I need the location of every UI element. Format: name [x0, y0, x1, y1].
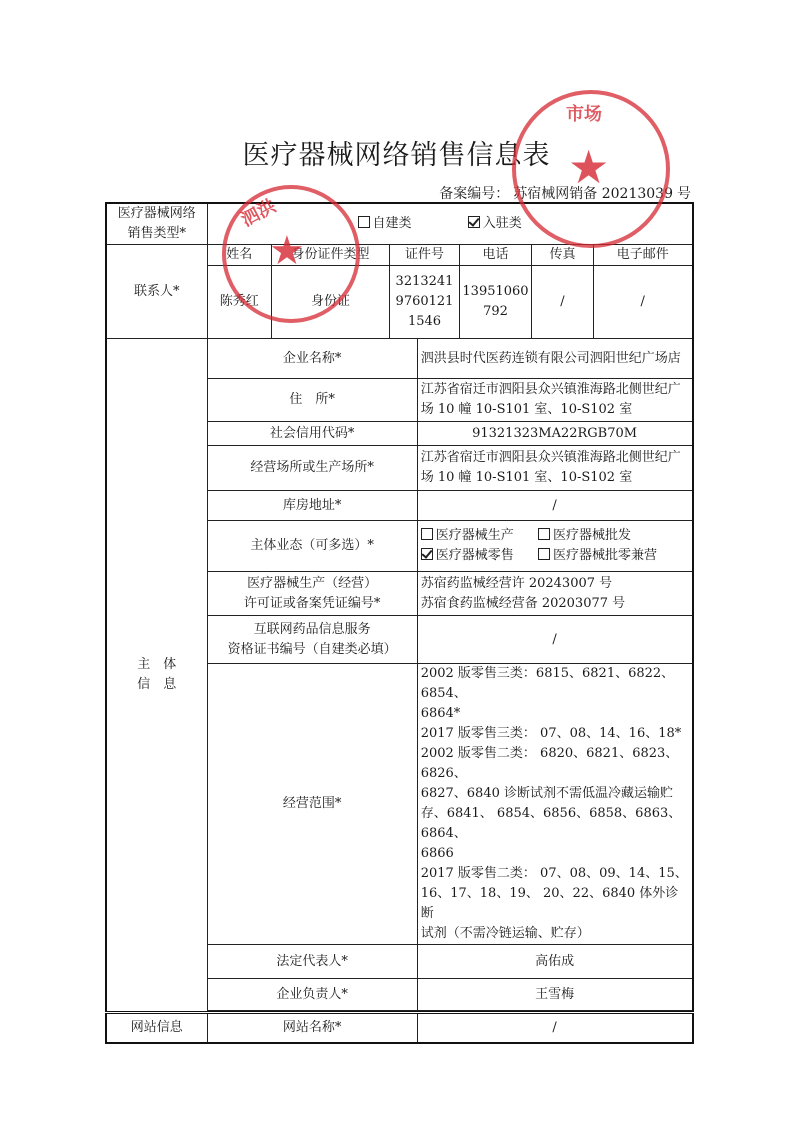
join-type-checkbox[interactable]	[468, 216, 480, 228]
registration-suffix: 号	[677, 186, 691, 202]
header-email: 电子邮件	[594, 245, 692, 266]
company-name-value: 泗洪县时代医药连锁有限公司泗阳世纪广场店	[417, 339, 692, 379]
legal-rep-value: 高佑成	[417, 945, 692, 979]
contact-id-number: 3213241 9760121 1546	[390, 266, 460, 338]
authority-seal-star-icon: ★	[568, 140, 610, 194]
credit-code-label: 社会信用代码*	[207, 422, 417, 446]
mode-wholesale-checkbox[interactable]	[538, 528, 550, 540]
contact-name: 陈秀红	[208, 266, 272, 338]
business-scope-label: 经营范围*	[207, 664, 417, 945]
credit-code-value: 91321323MA22RGB70M	[417, 422, 692, 446]
business-mode-options: 医疗器械生产 医疗器械批发 医疗器械零售 医疗器械批零兼营	[417, 521, 692, 572]
legal-rep-label: 法定代表人*	[207, 945, 417, 979]
internet-cert-value: /	[417, 616, 692, 664]
internet-cert-label: 互联网药品信息服务 资格证书编号（自建类必填）	[207, 616, 417, 664]
sales-type-label: 医疗器械网络 销售类型*	[106, 203, 207, 245]
contact-row	[106, 245, 693, 339]
contact-phone: 13951060 792	[460, 266, 532, 338]
sales-type-row	[106, 203, 693, 245]
company-name-label: 企业名称*	[207, 339, 417, 379]
website-name-value: /	[417, 1013, 692, 1043]
website-label: 网站信息	[106, 1013, 207, 1043]
page-title: 医疗器械网络销售信息表	[242, 140, 551, 171]
warehouse-value: /	[417, 491, 692, 521]
header-id-type: 身份证件类型	[272, 245, 390, 266]
contact-fax: /	[532, 266, 594, 338]
subject-info-label: 主 体 信 息	[106, 339, 207, 1013]
sales-type-options	[207, 203, 693, 245]
contact-table	[208, 245, 692, 338]
address-label: 住 所*	[207, 379, 417, 422]
seal-ring-mark: 泗洪	[237, 195, 280, 232]
header-id-number: 证件号	[390, 245, 460, 266]
header-name: 姓名	[208, 245, 272, 266]
business-place-value: 江苏省宿迁市泗阳县众兴镇淮海路北侧世纪广场 10 幢 10-S101 室、10-S102 室	[417, 446, 692, 491]
mode-wholesale-retail-checkbox[interactable]	[538, 548, 550, 560]
self-built-checkbox[interactable]	[358, 216, 370, 228]
info-table	[105, 202, 694, 1044]
contact-email: /	[594, 266, 692, 338]
contact-id-type: 身份证	[272, 266, 390, 338]
header-phone: 电话	[460, 245, 532, 266]
mode-retail-checkbox[interactable]	[421, 548, 433, 560]
join-type-label: 入驻类	[482, 216, 522, 231]
manager-label: 企业负责人*	[207, 979, 417, 1011]
authority-seal-ring-mark: 市场	[566, 104, 602, 125]
registration-label: 备案编号：	[439, 186, 510, 202]
warehouse-label: 库房地址*	[207, 491, 417, 521]
contact-cell	[207, 245, 693, 339]
registration-value: 苏宿械网销备 20213039	[513, 186, 673, 202]
company-name-row	[106, 339, 693, 379]
manager-value: 王雪梅	[417, 979, 692, 1011]
mode-production-checkbox[interactable]	[421, 528, 433, 540]
header-fax: 传真	[532, 245, 594, 266]
website-row	[106, 1013, 693, 1043]
business-scope-value: 2002 版零售三类：6815、6821、6822、6854、 6864* 2017 版零售三类： 07、08、14、16、18* 2002 版零售二类： 6820、6821、6823、6826、 6827、6840 诊断试剂不需低温冷藏运输贮 存、6841、 6854、6856、6858、6863、6864、 6866 2017 版零售二类： 07、08、09、14、15、 16、17、18、19、 20、22、6840 体外诊断 试剂（不需冷链运输、贮存）	[417, 664, 692, 945]
contact-label: 联系人*	[106, 245, 207, 339]
contact-header-row	[208, 245, 692, 266]
seal-star-icon: ★	[269, 228, 305, 274]
license-value: 苏宿药监械经营许 20243007 号 苏宿食药监械经营备 20203077 号	[417, 572, 692, 616]
registration-number	[435, 183, 691, 203]
self-built-label: 自建类	[372, 216, 412, 231]
license-label: 医疗器械生产（经营） 许可证或备案凭证编号*	[207, 572, 417, 616]
business-mode-label: 主体业态（可多选）*	[207, 521, 417, 572]
business-place-label: 经营场所或生产场所*	[207, 446, 417, 491]
address-value: 江苏省宿迁市泗阳县众兴镇淮海路北侧世纪广场 10 幢 10-S101 室、10-S102 室	[417, 379, 692, 422]
website-name-label: 网站名称*	[207, 1013, 417, 1043]
contact-data-row	[208, 266, 692, 338]
